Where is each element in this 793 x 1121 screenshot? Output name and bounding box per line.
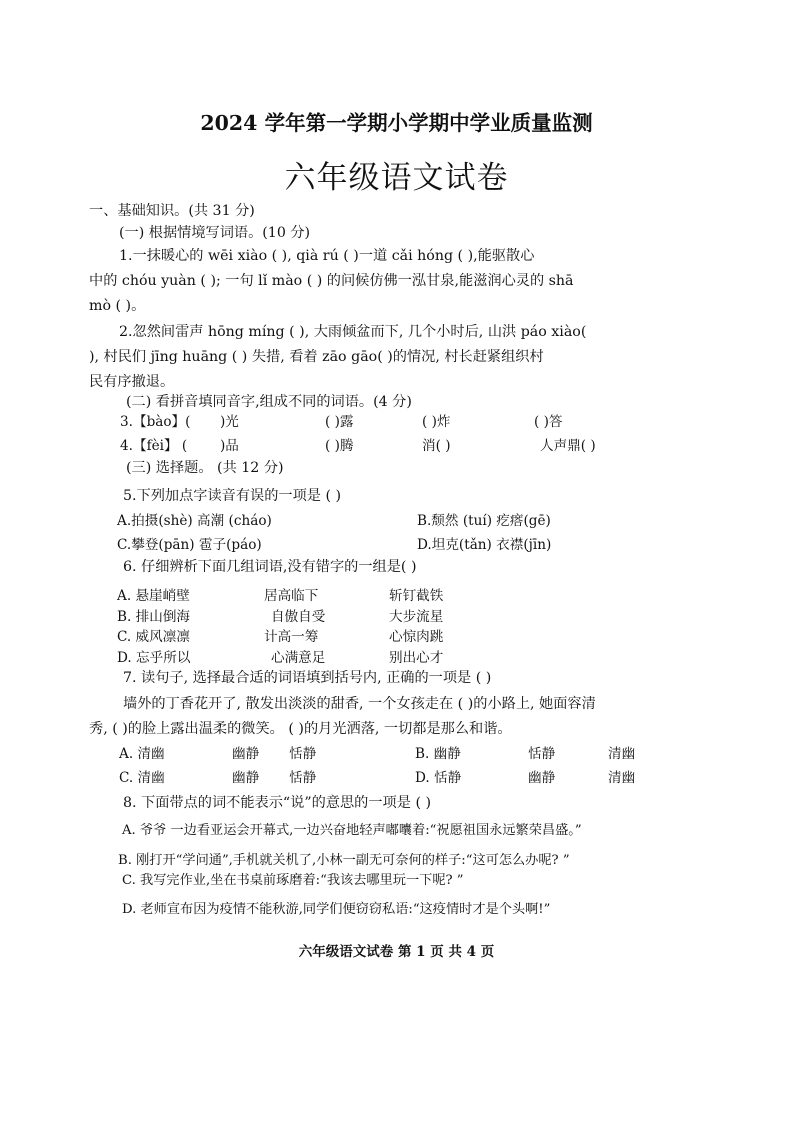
q7-passage-1: 墙外的丁香花开了, 散发出淡淡的甜香, 一个女孩走在 ( )的小路上, 她面容清 — [123, 696, 596, 712]
q6-word: 计高一筹 — [264, 629, 319, 645]
q8-option-c: C. 我写完作业,坐在书桌前琢磨着:“我该去哪里玩一下呢? ” — [122, 873, 464, 888]
part3-heading: (三) 选择题。 (共 12 分) — [126, 460, 284, 476]
q6-word: 斩钉截铁 — [389, 588, 444, 604]
q2-line-2: ), 村民们 jīng huāng ( ) 失措, 看着 zāo gāo( )的情况, 村长赶紧组织村 — [89, 349, 544, 365]
q5-option-d: D.坦克(tǎn) 衣襟(jīn) — [417, 537, 552, 553]
q6-word: 居高临下 — [264, 588, 319, 604]
q8-option-a: A. 爷爷 一边看亚运会开幕式,一边兴奋地轻声嘟囔着:“祝愿祖国永远繁荣昌盛。” — [122, 823, 582, 838]
q6-row-a: A. 悬崖峭壁 — [117, 588, 190, 604]
page-footer: 六年级语文试卷 第 1 页 共 4 页 — [298, 944, 495, 960]
exam-subtitle: 六年级语文试卷 — [284, 160, 509, 196]
q1-line-2: 中的 chóu yuàn ( ); 一句 lǐ mào ( ) 的问候仿佛一泓甘泉,能滋润心灵的 shā — [89, 273, 574, 289]
q7-passage-2: 秀, ( )的脸上露出温柔的微笑。 ( )的月光洒落, 一切都是那么和谐。 — [89, 721, 512, 737]
q7-word: 清幽 — [608, 746, 636, 762]
q5-stem: 5.下列加点字读音有误的一项是 ( ) — [123, 488, 342, 504]
part2-heading: (二) 看拼音填同音字,组成不同的词语。(4 分) — [126, 394, 412, 410]
q7-word: 幽静 — [528, 770, 556, 786]
q7-word: 恬静 — [528, 746, 556, 762]
q6-row-c: C. 威风凛凛 — [117, 629, 190, 645]
q1-line-1: 1.一抹暖心的 wēi xiào ( ), qià rú ( )一道 cǎi hóng ( ),能驱散心 — [119, 248, 535, 264]
q4-item: 人声鼎( ) — [540, 438, 596, 454]
q2-line-3: 民有序撤退。 — [89, 374, 175, 390]
q4-item: ( )腾 — [325, 438, 354, 454]
q3-item: )光 — [220, 414, 239, 430]
q4-item: )品 — [220, 438, 239, 454]
q8-stem: 8. 下面带点的词不能表示“说”的意思的一项是 ( ) — [123, 795, 432, 811]
q5-option-a: A.拍摄(shè) 高潮 (cháo) — [117, 513, 272, 529]
q2-line-1: 2.忽然间雷声 hōng míng ( ), 大雨倾盆而下, 几个小时后, 山洪 páo xiào( — [119, 324, 587, 340]
q7-option-b: B. 幽静 — [415, 746, 461, 762]
q3-label: 3.【bào】( — [120, 414, 191, 430]
q5-option-c: C.攀登(pān) 雹子(páo) — [117, 537, 262, 553]
q6-word: 心惊肉跳 — [389, 629, 444, 645]
q7-word: 恬静 — [289, 746, 317, 762]
q6-word: 大步流星 — [389, 609, 444, 625]
q7-option-d: D. 恬静 — [415, 770, 462, 786]
q6-word: 自傲自受 — [271, 609, 326, 625]
q7-option-a: A. 清幽 — [119, 746, 165, 762]
q3-item: ( )炸 — [422, 414, 451, 430]
exam-header-title: 2024 学年第一学期小学期中学业质量监测 — [200, 111, 593, 135]
q4-label: 4.【fèi】 ( — [120, 438, 188, 454]
q6-word: 心满意足 — [271, 650, 326, 666]
q4-item: 消( ) — [422, 438, 451, 454]
q8-option-d: D. 老师宣布因为疫情不能秋游,同学们便窃窃私语:“这疫情时才是个头啊!” — [122, 902, 551, 917]
q3-item: ( )答 — [534, 414, 563, 430]
q7-option-c: C. 清幽 — [119, 770, 165, 786]
q7-word: 幽静 — [232, 770, 260, 786]
q1-line-3: mò ( )。 — [89, 298, 146, 314]
q6-word: 别出心才 — [389, 650, 444, 666]
q6-row-d: D. 忘乎所以 — [117, 650, 191, 666]
q7-word: 幽静 — [232, 746, 260, 762]
q5-option-b: B.颓然 (tuí) 疙瘩(gē) — [417, 513, 551, 529]
q6-row-b: B. 排山倒海 — [117, 609, 191, 625]
part1-heading: (一) 根据情境写词语。(10 分) — [119, 225, 311, 241]
q7-word: 恬静 — [289, 770, 317, 786]
section-heading: 一、基础知识。(共 31 分) — [89, 203, 255, 219]
q3-item: ( )露 — [325, 414, 354, 430]
q7-stem: 7. 读句子, 选择最合适的词语填到括号内, 正确的一项是 ( ) — [123, 670, 492, 686]
q8-option-b: B. 刚打开“学问通”,手机就关机了,小林一副无可奈何的样子:“这可怎么办呢? ” — [118, 853, 570, 868]
q7-word: 清幽 — [608, 770, 636, 786]
q6-stem: 6. 仔细辨析下面几组词语,没有错字的一组是( ) — [123, 559, 417, 575]
